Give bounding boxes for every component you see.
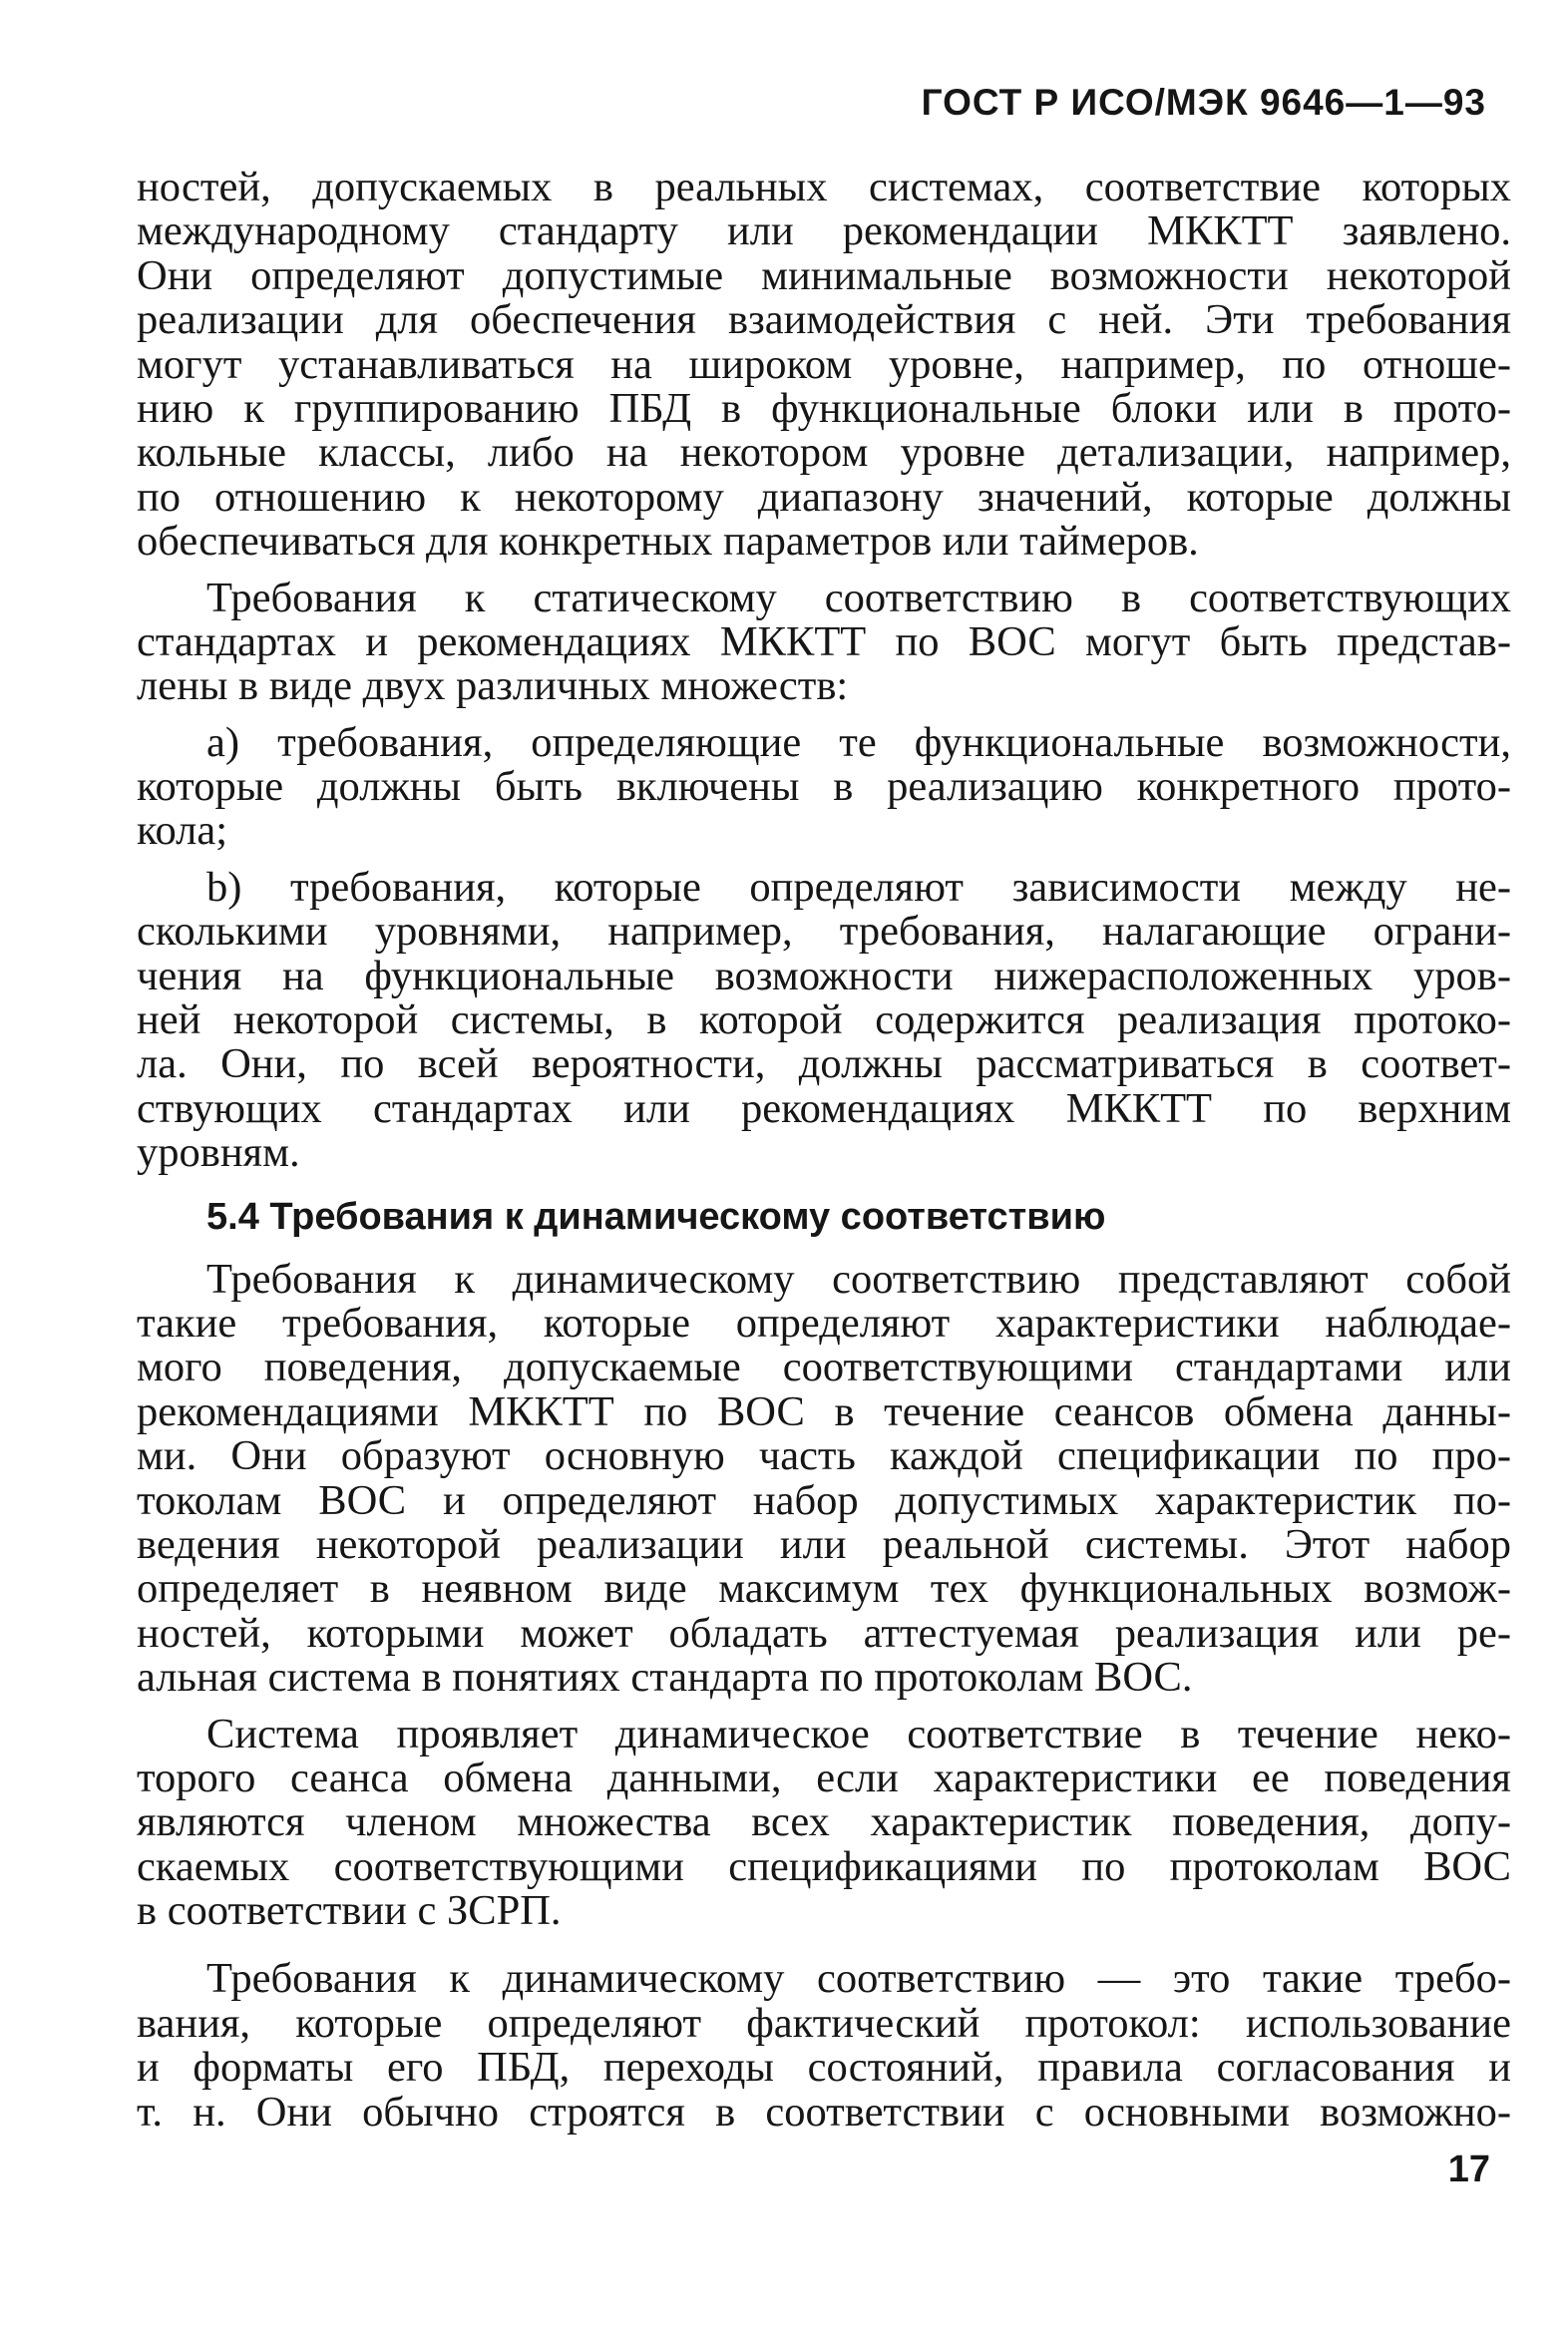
body-text — [137, 166, 1511, 2135]
text-line: нию к группированию ПБД в функциональные блоки или в прото- — [137, 384, 1511, 432]
text-line: ми. Они образуют основную часть каждой спецификации по про- — [137, 1432, 1511, 1480]
standard-number-header: ГОСТ Р ИСО/МЭК 9646—1—93 — [921, 82, 1486, 123]
text-line: кола; — [137, 807, 228, 855]
text-line: токолам ВОС и определяют набор допустимых характеристик по- — [137, 1476, 1511, 1524]
list-item-a — [137, 718, 1511, 855]
text-line: b) требования, которые определяют зависимости между не- — [206, 863, 1511, 911]
text-line: такие требования, которые определяют характеристики наблюдае- — [137, 1299, 1511, 1347]
text-line: кольные классы, либо на некотором уровне детализации, например, — [137, 429, 1511, 477]
text-line: ностей, допускаемых в реальных системах, соответствие которых — [137, 164, 1511, 210]
text-line: рекомендациями МККТТ по ВОС в течение сеансов обмена данны- — [137, 1387, 1511, 1435]
paragraph-1 — [137, 166, 1511, 565]
text-line: в соответствии с ЗСРП. — [137, 1887, 562, 1935]
text-line: по отношению к некоторому диапазону значений, которые должны — [137, 473, 1511, 521]
text-line: могут устанавливаться на широком уровне, например, по отноше- — [137, 340, 1511, 388]
paragraph-gap — [137, 1176, 1511, 1188]
text-line: Они определяют допустимые минимальные возможности некоторой — [137, 251, 1511, 299]
text-line: мого поведения, допускаемые соответствующими стандартами или — [137, 1344, 1511, 1391]
text-line: и форматы его ПБД, переходы состояний, правила согласования и — [137, 2044, 1511, 2092]
paragraph-4 — [137, 1710, 1511, 1935]
text-line: ла. Они, по всей вероятности, должны рассматриваться в соответ- — [137, 1040, 1511, 1088]
text-line: чения на функциональные возможности нижерасположенных уров- — [137, 952, 1511, 999]
text-line: ведения некоторой реализации или реальной системы. Этот набор — [137, 1520, 1511, 1568]
text-line: обеспечиваться для конкретных параметров или таймеров. — [137, 518, 1199, 566]
text-line: международному стандарту или рекомендации МККТТ заявлено. — [137, 207, 1511, 255]
text-line: стандартах и рекомендациях МККТТ по ВОС могут быть представ- — [137, 617, 1511, 665]
text-line: которые должны быть включены в реализацию конкретного прото- — [137, 763, 1511, 811]
text-line: ностей, которыми может обладать аттестуемая реализация или ре- — [137, 1609, 1511, 1657]
text-line: являются членом множества всех характеристик поведения, допу- — [137, 1798, 1511, 1846]
text-line: альная система в понятиях стандарта по протоколам ВОС. — [137, 1654, 1193, 1702]
text-line: лены в виде двух различных множеств: — [137, 662, 849, 710]
text-line: Система проявляет динамическое соответствие в течение неко- — [206, 1710, 1511, 1758]
text-line: Требования к динамическому соответствию — это такие требо- — [206, 1955, 1511, 2003]
section-heading: 5.4 Требования к динамическому соответствию — [206, 1195, 1106, 1238]
paragraph-5 — [137, 1957, 1511, 2135]
text-line: вания, которые определяют фактический протокол: использование — [137, 1999, 1511, 2047]
text-line: скаемых соответствующими спецификациями по протоколам ВОС — [137, 1842, 1511, 1890]
text-line: торого сеанса обмена данными, если характеристики ее поведения — [137, 1754, 1511, 1801]
paragraph-2 — [137, 574, 1511, 710]
paragraph-gap — [137, 1933, 1511, 1957]
text-line: т. н. Они обычно строятся в соответствии с основными возможно- — [137, 2088, 1511, 2136]
text-line: ствующих стандартах или рекомендациях МККТТ по верхним — [137, 1084, 1511, 1132]
text-line: уровням. — [137, 1129, 300, 1177]
text-line: Требования к статическому соответствию в соответствующих — [206, 574, 1511, 621]
text-line: a) требования, определяющие те функциональные возможности, — [206, 718, 1511, 766]
page-number: 17 — [1447, 2149, 1490, 2190]
list-item-b — [137, 863, 1511, 1177]
text-line: реализации для обеспечения взаимодействия с ней. Эти требования — [137, 296, 1511, 344]
text-line: сколькими уровнями, например, требования, налагающие ограни- — [137, 908, 1511, 956]
paragraph-3 — [137, 1255, 1511, 1702]
text-line: ней некоторой системы, в которой содержится реализация протоко- — [137, 996, 1511, 1044]
text-line: определяет в неявном виде максимум тех функциональных возмож- — [137, 1565, 1511, 1613]
text-line: Требования к динамическому соответствию представляют собой — [206, 1255, 1511, 1303]
